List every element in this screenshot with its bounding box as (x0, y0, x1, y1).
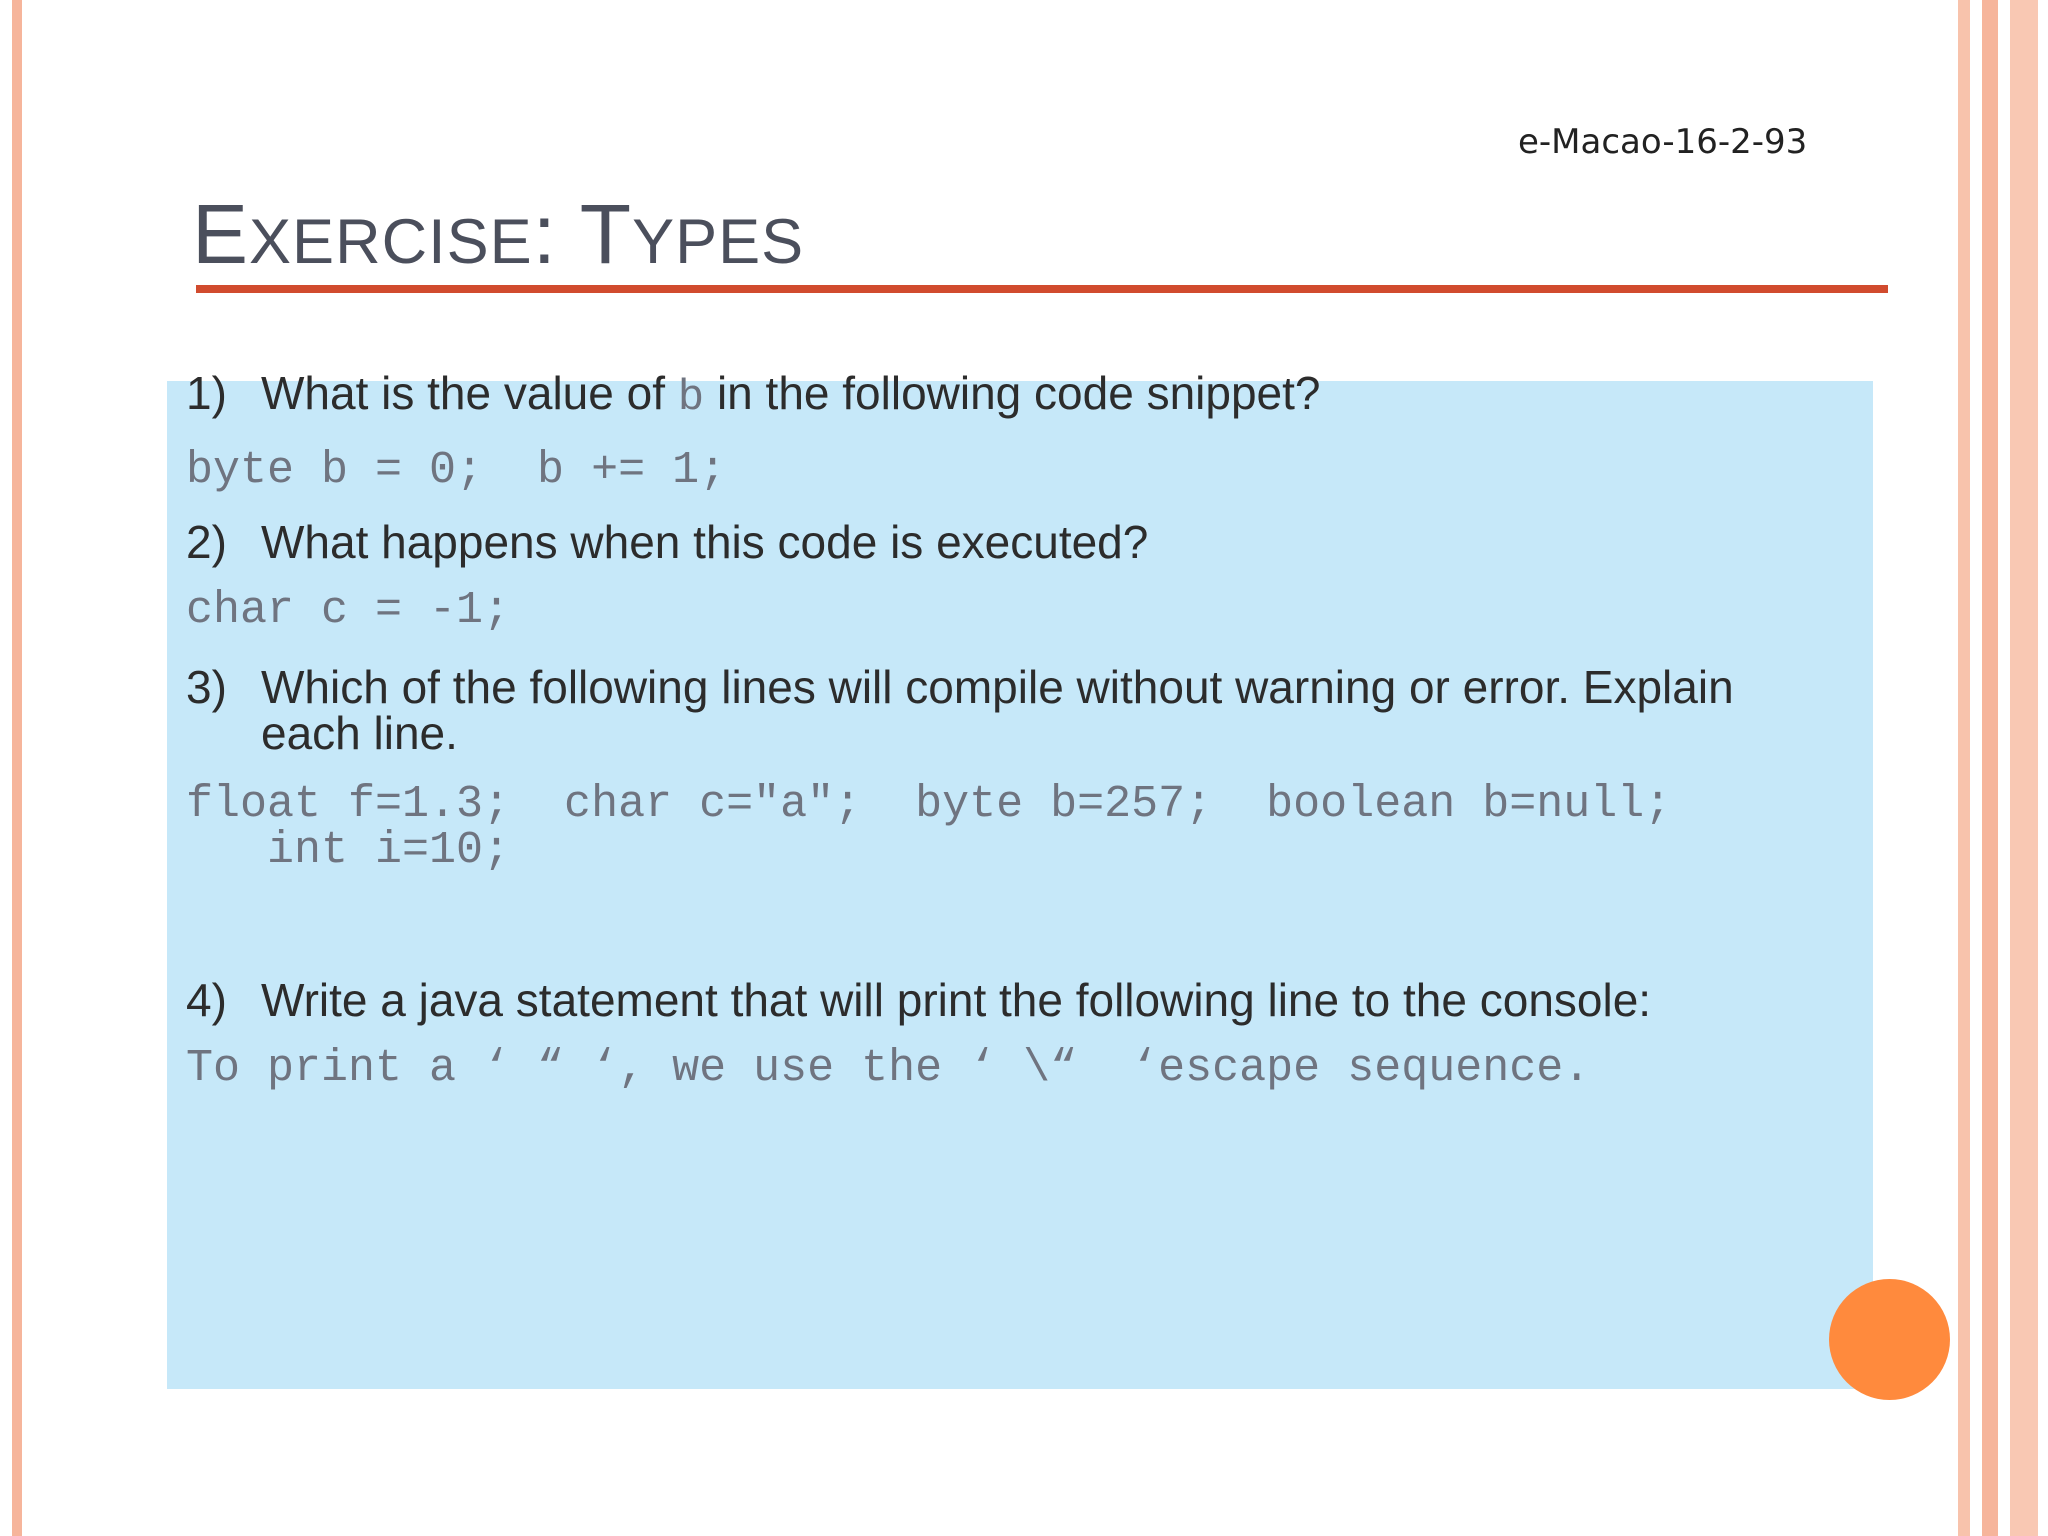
code-snippet-1: byte b = 0; b += 1; (186, 445, 727, 496)
left-border-stripe (12, 0, 22, 1536)
slide-reference: e-Macao-16-2-93 (1518, 122, 1808, 162)
question-text: Which of the following lines will compile without warning or error. Explain (261, 661, 1734, 713)
question-3-continued: each line. (261, 707, 458, 759)
question-1 (186, 367, 1321, 423)
inline-code: b (677, 373, 705, 423)
question-number: 1) (186, 367, 227, 419)
question-number: 4) (186, 974, 227, 1026)
slide-title (192, 187, 805, 281)
code-snippet-3a: float f=1.3; char c="a"; byte b=257; boolean b=null; (186, 779, 1672, 830)
accent-circle (1829, 1279, 1950, 1400)
question-text: in the following code snippet? (704, 367, 1321, 419)
question-number: 3) (186, 661, 227, 713)
question-text: What is the value of (261, 367, 678, 419)
right-border-stripe-2 (1982, 0, 1998, 1536)
question-number: 2) (186, 516, 227, 568)
question-3 (186, 661, 1734, 713)
title-part: E (192, 187, 250, 281)
title-part: : T (532, 187, 633, 281)
title-part: YPES (632, 207, 805, 277)
question-text: Write a java statement that will print the following line to the console: (261, 974, 1652, 1026)
code-snippet-2: char c = -1; (186, 585, 511, 636)
title-part: XERCISE (249, 207, 533, 277)
question-4 (186, 974, 1652, 1026)
question-text: What happens when this code is executed? (261, 516, 1149, 568)
title-underline (196, 285, 1888, 293)
code-snippet-3b: int i=10; (186, 825, 511, 876)
question-2 (186, 516, 1149, 568)
right-border-stripe-3 (2010, 0, 2038, 1536)
code-snippet-4: To print a ‘ “ ‘, we use the ‘ \“ ‘escape sequence. (186, 1043, 1591, 1094)
right-border-stripe-1 (1958, 0, 1970, 1536)
